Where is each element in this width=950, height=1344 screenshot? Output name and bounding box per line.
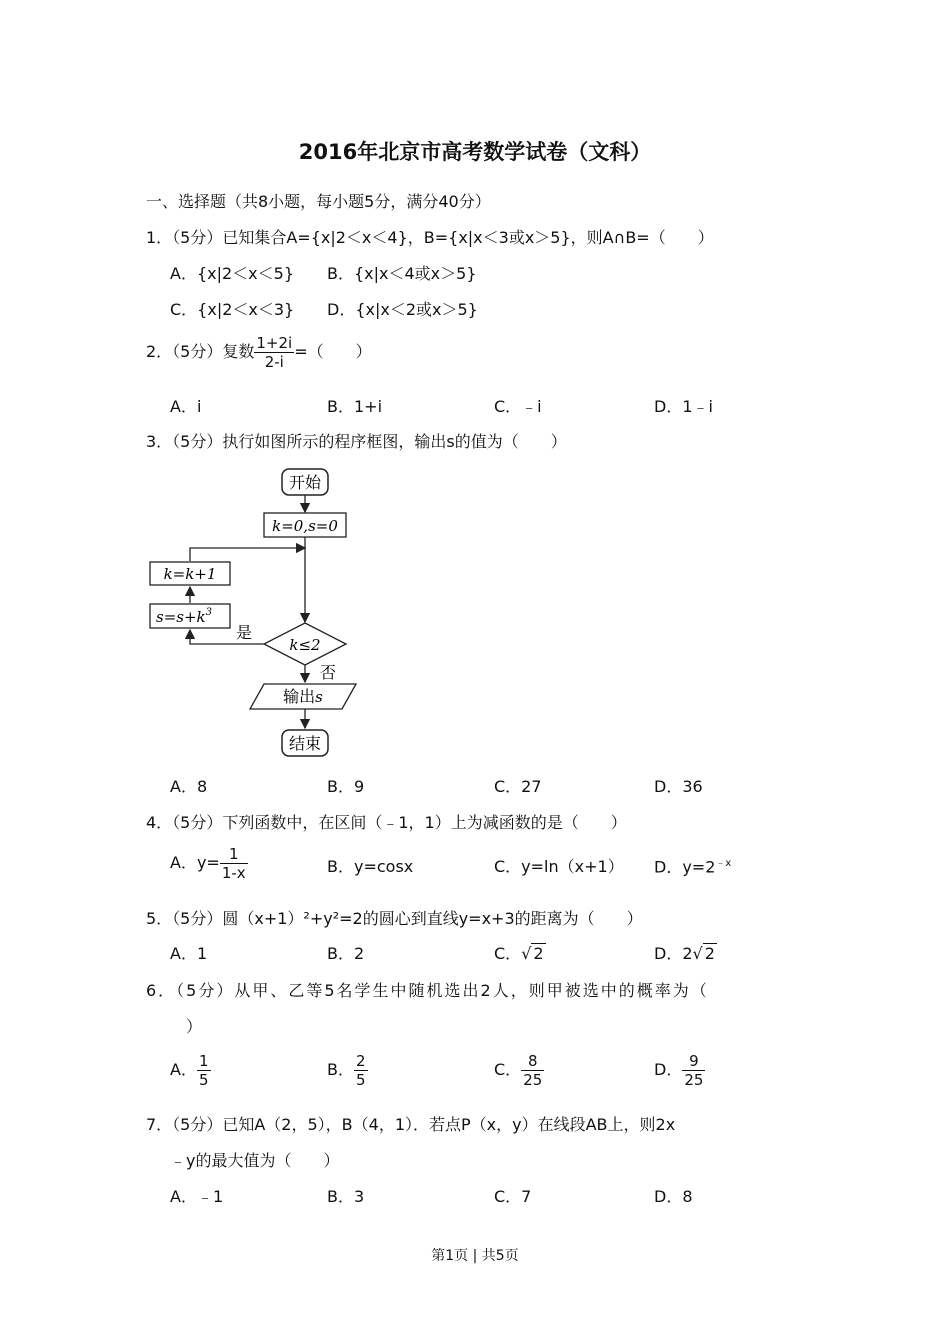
page-footer: 第1页 | 共5页	[431, 1248, 519, 1264]
q5-option-c: C．√ 2	[494, 944, 544, 963]
q2-option-b: B．1+i	[327, 397, 383, 416]
q2-option-d: D．1﹣i	[654, 397, 713, 416]
flow-yes-label: 是	[236, 623, 253, 642]
question-2-stem	[146, 334, 372, 371]
q1-option-a: A．{x|2＜x＜5}	[170, 264, 294, 283]
q3-option-a: A．8	[170, 777, 208, 796]
q6-option-d: D． $\frac{9}{25}$	[654, 1052, 704, 1089]
q7-option-a: A．﹣1	[170, 1187, 224, 1206]
section-heading: 一、选择题（共8小题，每小题5分，满分40分）	[146, 192, 491, 211]
q4-option-b: B．y=cosx	[327, 857, 414, 876]
q5-option-d: D．2√ 2	[654, 944, 715, 963]
q2-fraction	[254, 334, 294, 371]
q6-option-b: B． $\frac{2}{5}$	[327, 1052, 366, 1089]
flow-accumulate-label: $s=s+k^3$	[156, 607, 212, 626]
q7-option-c: C．7	[494, 1187, 532, 1206]
q2-option-c: C．﹣i	[494, 397, 542, 416]
flow-start-label: 开始	[288, 473, 322, 492]
q4-option-c: C．y=ln（x+1）	[494, 857, 624, 876]
flow-increment-label: k=k+1	[163, 565, 217, 583]
q1-option-d: D．{x|x＜2或x＞5}	[327, 300, 478, 319]
q5-option-a: A．1	[170, 944, 208, 963]
q2-numerator: 1+2i	[256, 334, 293, 352]
question-7-stem-cont: ﹣y的最大值为（ ）	[170, 1151, 340, 1170]
q2-denominator: 2-i	[264, 353, 284, 371]
q7-option-d: D．8	[654, 1187, 693, 1206]
q4-option-a: A．y= $\frac{1}{1-x}$	[170, 845, 246, 882]
q2-prefix: 2．（5分）复数	[146, 342, 255, 361]
q5-option-b: B．2	[327, 944, 365, 963]
q5-d-sqrt: √ 2	[692, 944, 715, 963]
q1-option-c: C．{x|2＜x＜3}	[170, 300, 295, 319]
flow-init-label: k=0,s=0	[272, 517, 338, 535]
question-7-stem: 7．（5分）已知A（2，5），B（4，1）．若点P（x，y）在线段AB上，则2x	[146, 1115, 676, 1134]
q2-suffix: =（ ）	[294, 342, 372, 361]
q3-option-d: D．36	[654, 777, 703, 796]
q4-a-fraction: $\frac{1}{1-x}$	[221, 845, 246, 882]
question-1-stem: 1．（5分）已知集合A={x|2＜x＜4}，B={x|x＜3或x＞5}，则A∩B=（ ）	[146, 228, 714, 247]
q4-option-d: D．$y=2^{﹣x}$	[654, 857, 732, 877]
q1-option-b: B．{x|x＜4或x＞5}	[327, 264, 477, 283]
flow-end-label: 结束	[288, 734, 322, 753]
question-6-stem: 6．（5分）从甲、乙等5名学生中随机选出2人，则甲被选中的概率为（	[146, 981, 709, 1000]
question-3-stem: 3．（5分）执行如图所示的程序框图，输出s的值为（ ）	[146, 432, 567, 451]
question-5-stem: 5．（5分）圆（x+1）²+y²=2的圆心到直线y=x+3的距离为（ ）	[146, 909, 643, 928]
question-6-stem-cont: ）	[186, 1017, 203, 1036]
q6-option-a: A． $\frac{1}{5}$	[170, 1052, 209, 1089]
flowchart	[140, 462, 370, 762]
q3-option-b: B．9	[327, 777, 365, 796]
q7-option-b: B．3	[327, 1187, 365, 1206]
q3-option-c: C．27	[494, 777, 542, 796]
flow-no-label: 否	[320, 663, 337, 682]
page-title: 2016年北京市高考数学试卷（文科）	[298, 140, 652, 164]
flow-output-label: 输出s	[283, 687, 323, 706]
q5-c-sqrt: √ 2	[521, 944, 544, 963]
flow-decision-label: k≤2	[289, 636, 321, 654]
q6-option-c: C． $\frac{8}{25}$	[494, 1052, 543, 1089]
question-4-stem: 4．（5分）下列函数中，在区间（﹣1，1）上为减函数的是（ ）	[146, 813, 627, 832]
q2-option-a: A．i	[170, 397, 202, 416]
